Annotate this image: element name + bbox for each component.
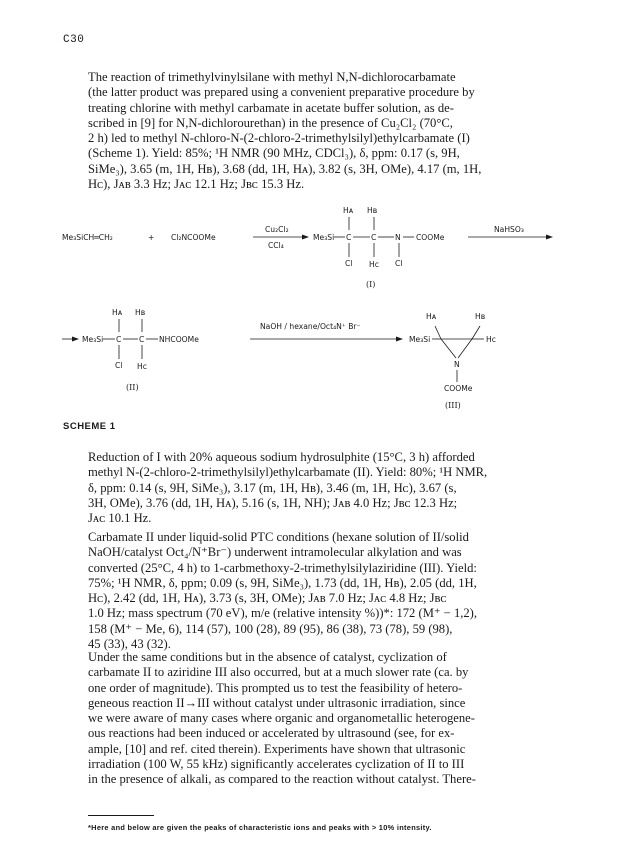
- compound-III-hc: Hᴄ: [486, 335, 496, 344]
- reagent-nahso3: NaHSO₃: [494, 225, 524, 234]
- compound-II-me3si: Me₃Si: [82, 335, 104, 344]
- compound-I-me3si: Me₃Si: [313, 233, 335, 242]
- compound-label-I: (I): [366, 280, 376, 289]
- compound-I-coome: COOMe: [416, 233, 445, 242]
- text-line: geneous reaction II→III without catalyst under ultrasonic irradiation, since: [88, 695, 466, 710]
- text-line: in the presence of alkali, as compared to the reaction without catalyst. There-: [88, 772, 476, 787]
- reaction-arrow-1-head: [302, 235, 309, 240]
- text-line: δ, ppm: 0.14 (s, 9H, SiMe₃), 3.17 (m, 1H, Hʙ), 3.46 (m, 1H, Hᴄ), 3.67 (s,: [88, 480, 457, 495]
- compound-I-carbon-b: C: [371, 233, 377, 242]
- paragraph-synthesis-I: [88, 70, 540, 192]
- compound-II-hc: Hᴄ: [137, 362, 147, 371]
- text-line: 2 h) led to methyl N-chloro-N-(2-chloro-2-trimethylsilyl)ethylcarbamate (I): [88, 131, 470, 146]
- compound-I-nitrogen: N: [395, 233, 401, 242]
- compound-I-cl-a: Cl: [345, 259, 353, 268]
- page-number: C30: [63, 34, 85, 46]
- compound-III-nitrogen: N: [454, 360, 460, 369]
- plus-sign: +: [148, 233, 155, 242]
- compound-I-cl-n: Cl: [395, 259, 403, 268]
- aziridine-cn-bond: [441, 339, 456, 358]
- compound-label-II: (II): [126, 383, 139, 392]
- text-line: Hᴄ), 2.42 (dd, 1H, Hᴀ), 3.73 (s, 3H, OMe); Jᴀʙ 7.0 Hz; Jᴀᴄ 4.8 Hz; Jʙᴄ: [88, 591, 447, 606]
- text-line: Carbamate II under liquid-solid PTC conditions (hexane solution of II/solid: [88, 530, 469, 544]
- text-line: treating chlorine with methyl carbamate in acetate buffer solution, as de-: [88, 100, 454, 115]
- reagent-ccl4: CCl₄: [268, 241, 284, 250]
- text-line: methyl N-(2-chloro-2-trimethylsilyl)ethylcarbamate (II). Yield: 80%; ¹H NMR,: [88, 465, 488, 480]
- text-line: carbamate II to aziridine III also occurred, but at a much slower rate (ca. by: [88, 665, 469, 680]
- reagent-cu2cl2: Cu₂Cl₂: [265, 225, 289, 234]
- text-line: 3H, OMe), 3.76 (dd, 1H, Hᴀ), 5.16 (s, 1H, NH); Jᴀʙ 4.0 Hz; Jʙᴄ 12.3 Hz;: [88, 495, 458, 510]
- text-line: Reduction of I with 20% aqueous sodium hydrosulphite (15°C, 3 h) afforded: [88, 450, 475, 464]
- text-line: we were aware of many cases where organic and organometallic heterogene-: [88, 711, 475, 726]
- compound-III-coome: COOMe: [444, 384, 473, 393]
- text-line: ous reactions had been induced or accelerated by ultrasound (see, for ex-: [88, 726, 455, 741]
- compound-I-ha: Hᴀ: [343, 206, 354, 215]
- text-line: (the latter product was prepared using a convenient preparative procedure by: [88, 85, 475, 100]
- scheme-caption: SCHEME 1: [63, 421, 116, 432]
- reaction-arrow-2-head: [546, 235, 553, 240]
- continuation-arrow-head: [72, 337, 79, 342]
- text-line: 45 (33), 43 (32).: [88, 637, 171, 652]
- compound-II-carbon-a: C: [116, 335, 122, 344]
- compound-I-hb: Hʙ: [367, 206, 378, 215]
- text-line: converted (25°C, 4 h) to 1-carbmethoxy-2-trimethylsilylaziridine (III). Yield:: [88, 560, 477, 575]
- paragraph-reduction-II: [88, 450, 540, 526]
- aziridine-cn-bond: [458, 339, 472, 358]
- reactant-dichlorocarbamate: Cl₂NCOOMe: [171, 233, 216, 242]
- text-line: one order of magnitude). This prompted us to test the feasibility of hetero-: [88, 680, 463, 695]
- reaction-scheme: [60, 198, 560, 418]
- text-line: ample, [10] and ref. cited therein). Experiments have shown that ultrasonic: [88, 741, 466, 756]
- reactant-vinylsilane: Me₃SiCH═CH₂: [62, 233, 113, 242]
- text-line: 75%; ¹H NMR, δ, ppm; 0.09 (s, 9H, SiMe₃), 1.73 (dd, 1H, Hʙ), 2.05 (dd, 1H,: [88, 575, 477, 590]
- text-line: scribed in [9] for N,N-dichlorourethan) in the presence of Cu₂Cl₂ (70°C,: [88, 115, 453, 130]
- paragraph-ultrasound: [88, 650, 540, 788]
- text-line: Jᴀᴄ 10.1 Hz.: [88, 511, 152, 526]
- text-line: 158 (M⁺ − Me, 6), 114 (57), 100 (28), 89 (95), 86 (38), 73 (78), 59 (98),: [88, 621, 453, 636]
- bond: [435, 326, 441, 339]
- compound-II-hb: Hʙ: [135, 308, 146, 317]
- footnote: *Here and below are given the peaks of characteristic ions and peaks with > 10% intensity.: [88, 823, 432, 832]
- compound-label-III: (III): [445, 401, 461, 410]
- compound-I-carbon-a: C: [346, 233, 352, 242]
- text-line: (Scheme 1). Yield: 85%; ¹H NMR (90 MHz, CDCl₃), δ, ppm: 0.17 (s, 9H,: [88, 146, 460, 161]
- text-line: NaOH/catalyst Oct₄/N⁺Br⁻) underwent intramolecular alkylation and was: [88, 545, 462, 560]
- text-line: Under the same conditions but in the absence of catalyst, cyclization of: [88, 650, 447, 664]
- compound-II-cl: Cl: [115, 361, 123, 370]
- text-line: irradiation (100 W, 55 kHz) significantly accelerates cyclization of II to III: [88, 757, 465, 772]
- text-line: 1.0 Hz; mass spectrum (70 eV), m/e (relative intensity %))*: 172 (M⁺ − 1,2),: [88, 606, 478, 621]
- compound-III-ha: Hᴀ: [426, 312, 437, 321]
- paragraph-cyclization-III: [88, 530, 540, 652]
- reagent-ptc-conditions: NaOH / hexane/Oct₄N⁺ Br⁻: [260, 322, 361, 331]
- reaction-scheme-drawing: [60, 198, 560, 418]
- compound-III-hb: Hʙ: [475, 312, 486, 321]
- compound-II-ha: Hᴀ: [112, 308, 123, 317]
- compound-II-carbon-b: C: [139, 335, 145, 344]
- text-line: Hᴄ), Jᴀʙ 3.3 Hz; Jᴀᴄ 12.1 Hz; Jʙᴄ 15.3 Hz.: [88, 177, 305, 192]
- text-line: The reaction of trimethylvinylsilane with methyl N,N-dichlorocarbamate: [88, 70, 456, 84]
- compound-II-nhcoome: NHCOOMe: [159, 335, 199, 344]
- text-line: SiMe₃), 3.65 (m, 1H, Hʙ), 3.68 (dd, 1H, Hᴀ), 3.82 (s, 3H, OMe), 4.17 (m, 1H,: [88, 161, 482, 176]
- footnote-rule: [88, 815, 154, 816]
- compound-III-me3si: Me₃Si: [409, 335, 431, 344]
- bond: [472, 326, 480, 339]
- compound-I-hc: Hᴄ: [369, 260, 379, 269]
- reaction-arrow-3-head: [396, 337, 403, 342]
